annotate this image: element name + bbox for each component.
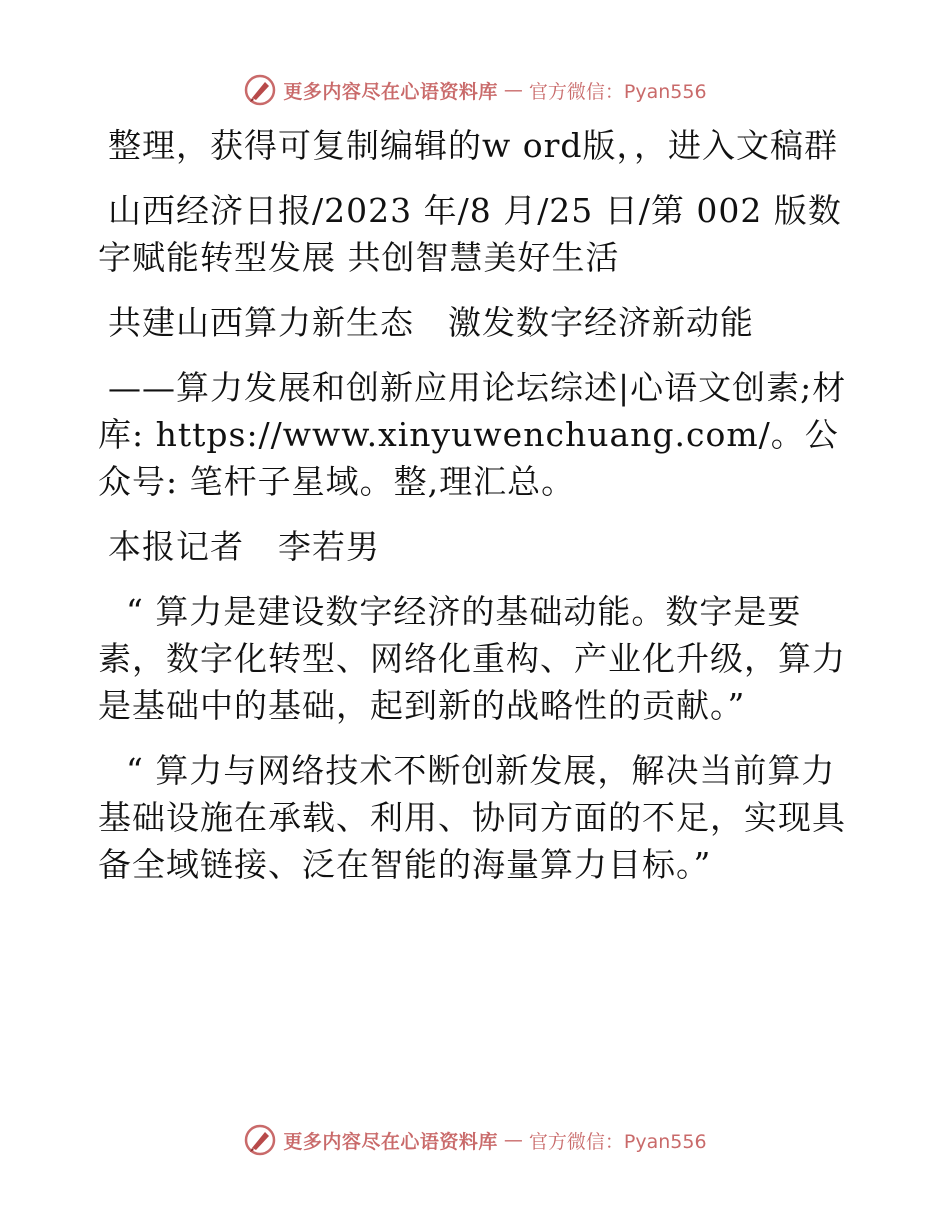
paragraph-quote-2: “ 算力与网络技术不断创新发展，解决当前算力基础设施在承载、利用、协同方面的不足，实现具备全域链接、泛在智能的海量算力目标。” [98,751,846,884]
paragraph-subtitle: ——算力发展和创新应用论坛综述|心语文创素;材库: https://www.xinyuwenchuang.com/。公众号: 笔杆子星域。整,理汇总。 [98,368,847,501]
pen-nib-circle-logo-icon [243,1123,277,1157]
paragraph-source: 山西经济日报/2023 年/8 月/25 日/第 002 版数字赋能转型发展 共创智慧美好生活 [98,191,842,277]
paragraph-intro: 整理，获得可复制编辑的w ord版，，进入文稿群 [108,126,839,165]
pen-nib-circle-logo-icon [243,73,277,107]
paragraph-title: 共建山西算力新生态 激发数字经济新动能 [108,303,754,342]
paragraph-byline: 本报记者 李若男 [108,527,380,566]
banner-text: 更多内容尽在心语资料库 [283,80,498,103]
banner-separator: — [503,1129,523,1151]
document-body [98,122,850,906]
banner-separator: — [503,79,523,101]
banner-contact: 官方微信：Pyan556 [528,1130,707,1153]
banner-text: 更多内容尽在心语资料库 [283,1130,498,1153]
banner-contact: 官方微信：Pyan556 [528,80,707,103]
header-watermark-banner [0,70,950,110]
paragraph-quote-1: “ 算力是建设数字经济的基础动能。数字是要素，数字化转型、网络化重构、产业化升级，算力是基础中的基础，起到新的战略性的贡献。” [98,592,846,725]
footer-watermark-banner [0,1120,950,1160]
